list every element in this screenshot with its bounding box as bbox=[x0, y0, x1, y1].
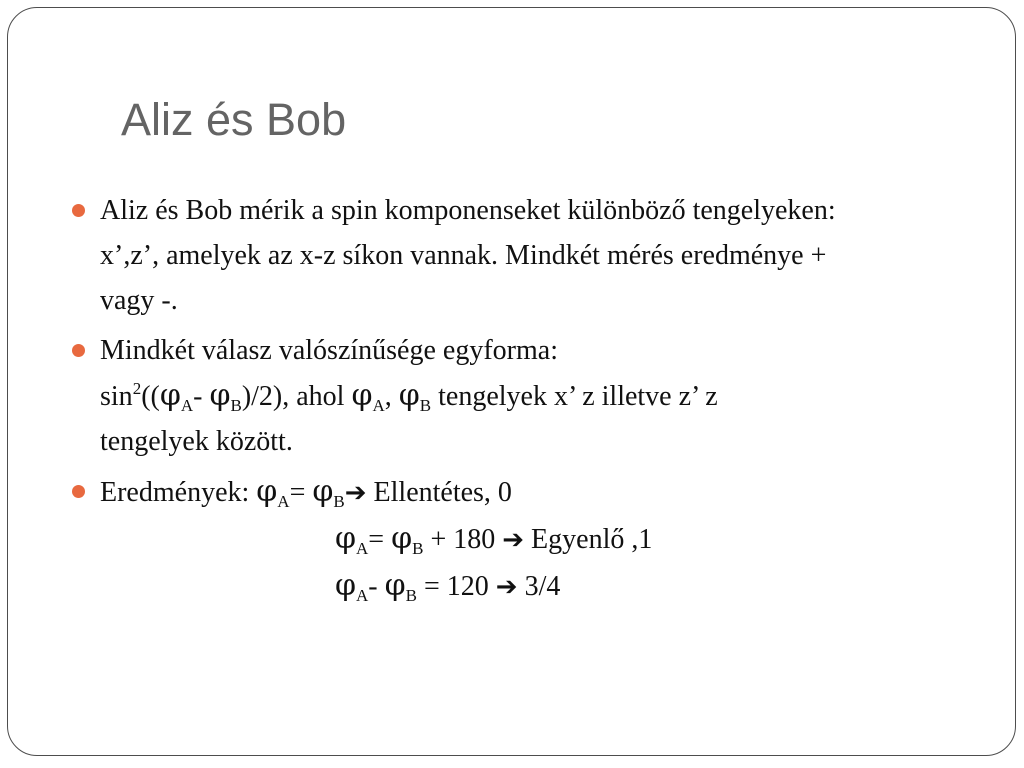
bullet-1-line-2: x’,z’, amelyek az x-z síkon vannak. Mindkét mérés eredménye + bbox=[100, 240, 827, 271]
arrow-right-icon: ➔ bbox=[344, 478, 367, 508]
arrow-right-icon: ➔ bbox=[495, 572, 518, 602]
bullet-2-formula: $\sin^2((\varphi_A-$ $\varphi_B)/2$), ahol $\varphi_A$, $\varphi_B$ tengelyek x’ z illetve z’ z bbox=[100, 378, 718, 415]
result-row-3: $\varphi_A-$ $\varphi_B = 120$ ➔ 3/4 bbox=[335, 568, 561, 605]
bullet-dot-icon bbox=[72, 204, 85, 217]
bullet-item-2 bbox=[72, 328, 982, 464]
bullet-1-line-1: Aliz és Bob mérik a spin komponenseket különböző tengelyeken: bbox=[100, 195, 836, 226]
bullet-dot-icon bbox=[72, 344, 85, 357]
bullet-1-line-3: vagy -. bbox=[100, 285, 178, 316]
slide-title: Aliz és Bob bbox=[121, 94, 347, 145]
result-row-2: $\varphi_A= \varphi_B + 180$ ➔ Egyenlő ,1 bbox=[335, 521, 653, 558]
bullet-2-line-1: Mindkét válasz valószínűsége egyforma: bbox=[100, 335, 558, 366]
bullet-dot-icon bbox=[72, 485, 85, 498]
arrow-right-icon: ➔ bbox=[502, 525, 525, 555]
bullet-item-1 bbox=[72, 188, 982, 323]
result-row-1: Eredmények: $\varphi_A=$ $\varphi_B➔$ Ellentétes, 0 bbox=[100, 474, 512, 511]
slide bbox=[7, 7, 1016, 756]
bullet-item-3 bbox=[72, 469, 982, 610]
bullet-2-line-3: tengelyek között. bbox=[100, 426, 293, 457]
bullet-list bbox=[72, 188, 982, 615]
